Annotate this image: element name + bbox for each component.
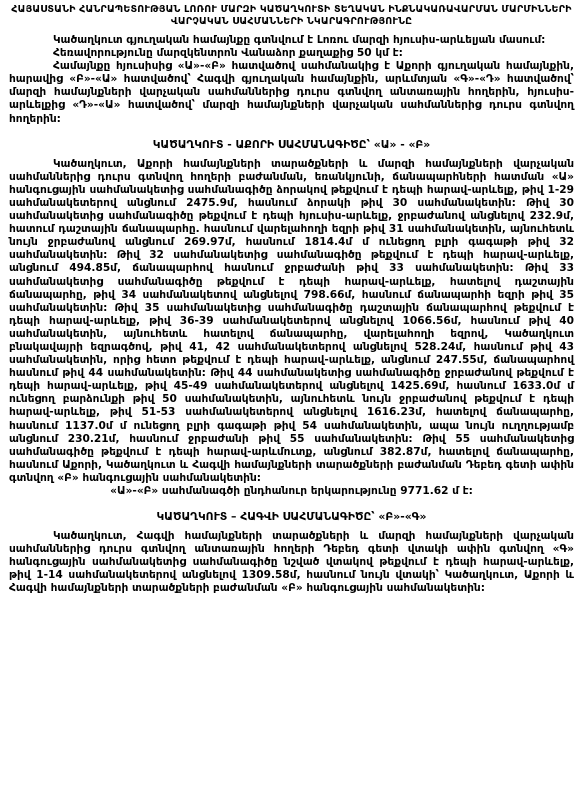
section-heading-akori-border: ԿԱԾԱՂԿՈՒՏ - ԱՔՈՐԻ ՍԱՀՄԱՆԱԳԻԾԸ՝ «Ա» - «Բ» (152, 137, 431, 151)
spacer (9, 498, 574, 510)
intro-paragraph-location: Կածաղկուտ գյուղական համայնքը գտնվում է Լոռու մարզի հյուսիս-արևելյան մասում: (53, 34, 546, 46)
document-title-line-2: ՎԱՐՉԱԿԱՆ ՍԱՀՄԱՆՆԵՐԻ ՆԿԱՐԱԳՐՈՒԹՅՈՒՆԸ (170, 16, 413, 27)
section-body-akori-border: Կածաղկուտ, Աքորի համայնքների տարածքների և մարզի համայնքների վարչական սահմաններից դուրս գտնվող հողերի բաժանման, եռանկյունի, ճանապարհների հատման «Ա» հանգուցային սահմանակետից սահմանագիծը ձորակով թեքվում է դեպի հարավ-արևելք, թիվ 1-29 սահմանակետերով անցնում 2475.9մ, հասնում ձորակի թիվ 30 սահմանակետին: Թիվ 30 սահմանակետից սահմանագիծը թեքվում է դեպի հյուսիս-արևելք, ջրբաժանով անցնելով 232.9մ, հատում դաշտային ճանապարհը. հասնում վարելահողի եզրի թիվ 31 սահմանակետին, այնուհետև նույն ջրբաժանով անցնում 269.97մ, հասնում 1814.4մ մ ունեցող բլրի գագաթի թիվ 32 սահմանակետին: Թիվ 32 սահմանակետից սահմանագիծը թեքվում է դեպի հարավ-արևելք, անցնում 494.85մ, ճանապարհով հասնում ջրբաժանի թիվ 33 սահմանակետին: Թիվ 33 սահմանակետից սահմանագիծը թեքվում է դեպի հարավ-արևելք, հատելով դաշտային ճանապարհը, թիվ 34 սահմանակետով անցնելով 798.66մ, հասնում ճանապարհի եզրի թիվ 35 սահմանակետին: Թիվ 35 սահմանակետից սահմանագիծը դաշտային ճանապարհով թեքվում է դեպի հարավ-արևելք, թիվ 36-39 սահմանակետերով անցնելով 1066.56մ, հասնում թիվ 40 սահմանակետին, այնուհետև հատելով ճանապարհը, վարելահողի եզրով, Կածաղկուտ բնակավայրի եզրագծով, թիվ 41, 42 սահմանակետերով անցնելով 528.24մ, հասնում թիվ 43 սահմանակետին, որից հետո թեքվում է դեպի հարավ-արևելք, անցնում 247.55մ, ճանապարհով հասնում թիվ 44 սահմանակետին: Թիվ 44 սահմանակետից սահմանագիծը ջրբաժանով թեքվում է դեպի հարավ-արևելք, թիվ 45-49 սահմանակետերով անցնելով 1425.69մ, հասնում 1633.0մ մ ունեցող բարձունքի թիվ 50 սահմանակետին, այնուհետև նույն ջրբաժանով թեքվում է դեպի հարավ-արևելք, թիվ 51-53 սահմանակետերով անցնելով 1616.23մ, հատելով ճանապարհը, հասնում 1137.0մ մ ունեցող բլրի գագաթի թիվ 54 սահմանակետին, ապա նույն ուղղությամբ անցնում 230.21մ, հասնում ջրբաժանի թիվ 55 սահմանակետին: Թիվ 55 սահմանակետից սահմանագիծը թեքվում է դեպի հարավ-արևմուտք, անցնում 382.87մ, հատելով ճանապարհը, հասնում Աքորի, Կածաղկուտ և Հագվի համայնքների տարածքների բաժանման Դեբեդ գետի ափին գտնվող «Բ» հանգուցային սահմանակետին: (9, 157, 574, 484)
intro-paragraph-distance: Հեռավորությունը մարզկենտրոն Վանաձոր քաղաքից 50 կմ է: (53, 47, 403, 60)
section-body-hagvi-border: Կածաղկուտ, Հագվի համայնքների տարածքների և մարզի համայնքների վարչական սահմաններից դուրս գտնվող անտառային հողերի Դեբեդ գետի վտակի ափին գտնվող «Գ» հանգուցային սահմանակետից սահմանագիծը նշված վտակով թեքվում է դեպի հարավ-արևելք, թիվ 1-14 սահմանակետերով անցնելով 1309.58մ, հասնում նույն վտակի՝ Կածաղկուտ, Աքորի և Հագվի համայնքների տարածքների բաժանման «Բ» հանգուցային սահմանակետին: (9, 530, 574, 595)
section-total-length: «Ա»-«Բ» սահմանագծի ընդհանուր երկարությունը 9771.62 մ է: (110, 485, 473, 497)
document-title-line-1: ՀԱՅԱՍՏԱՆԻ ՀԱՆՐԱՊԵՏՈՒԹՅԱՆ ԼՈՌՈՒ ՄԱՐԶԻ ԿԱԾԱՂԿՈՒՏԻ ՏԵՂԱԿԱՆ ԻՆՔՆԱԿԱՌԱՎԱՐՄԱՆ ՄԱՐՄԻՆՆԵՐԻ (11, 4, 572, 15)
section-heading-hagvi-border: ԿԱԾԱՂԿՈՒՏ – ՀԱԳՎԻ ՍԱՀՄԱՆԱԳԻԾԸ՝ «Բ»-«Գ» (156, 510, 427, 524)
spacer (9, 126, 574, 138)
intro-paragraph-borders: Համայնքը հյուսիսից «Ա»-«Բ» հատվածով սահմանակից է Աքորի գյուղական համայնքին, հարավից «Բ»-«Ա» հատվածով՝ Հագվի գյուղական համայնքին, արևմտյան «Գ»-«Դ» հատվածով՝ մարզի համայնքների վարչական սահմաններից դուրս գտնվող անտառային հողերին, հյուսիս-արևելքից «Դ»-«Ա» հատվածով՝ մարզի համայնքների վարչական սահմաններից դուրս գտնվող հողերին: (9, 60, 574, 125)
